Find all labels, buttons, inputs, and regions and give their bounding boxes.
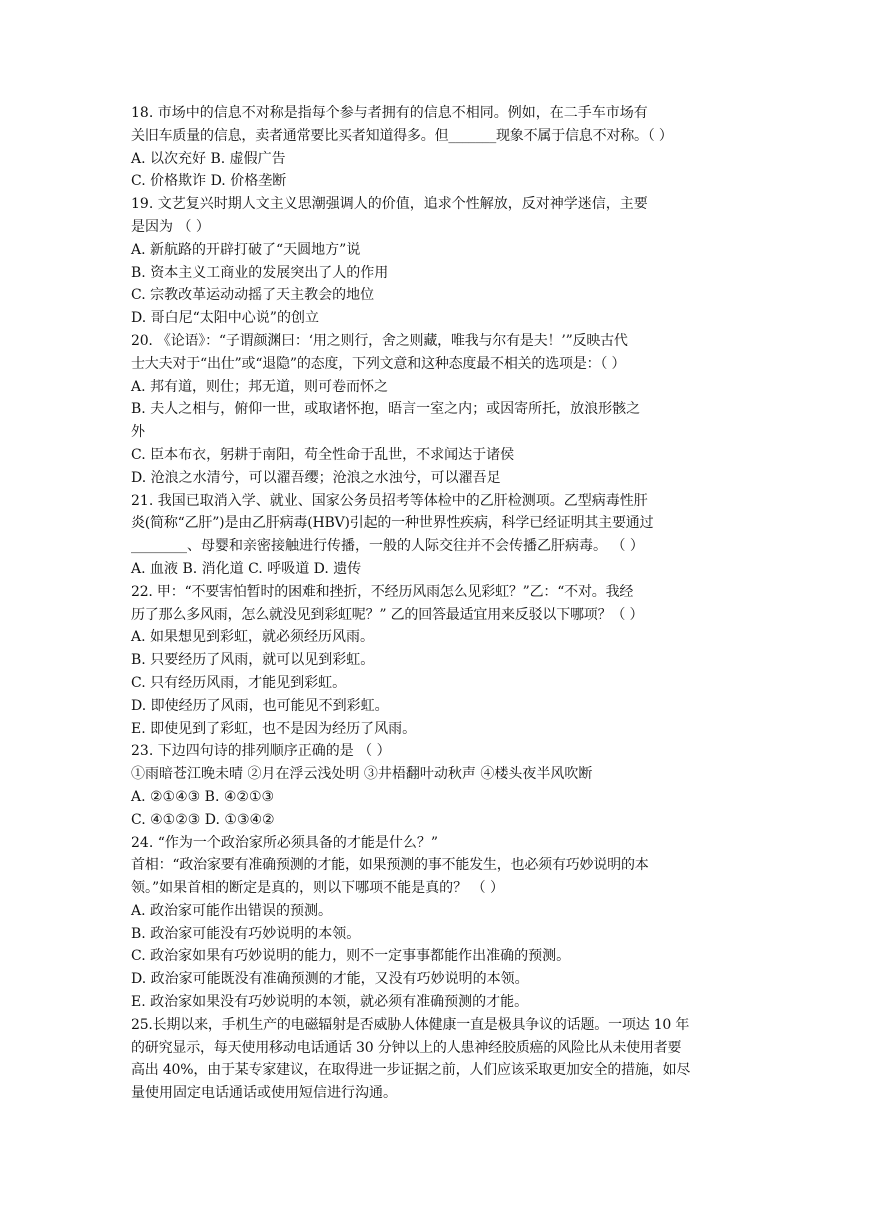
text-line: 量使用固定电话通话或使用短信进行沟通。 bbox=[131, 1085, 397, 1102]
text-line: C. 只有经历风雨，才能见到彩虹。 bbox=[131, 674, 347, 691]
text-line: C. 宗教改革运动动摇了天主教会的地位 bbox=[131, 287, 375, 304]
text-line: A. ②①④③ B. ④②①③ bbox=[131, 788, 275, 805]
text-line: B. 政治家可能没有巧妙说明的本领。 bbox=[131, 925, 361, 942]
text-line: 是因为 （ ） bbox=[131, 218, 210, 235]
text-line: C. 臣本布衣，躬耕于南阳，苟全性命于乱世，不求闻达于诸侯 bbox=[131, 446, 515, 463]
text-line: E. 政治家如果没有巧妙说明的本领，就必须有准确预测的才能。 bbox=[131, 994, 529, 1011]
text-line: 20. 《论语》：“子谓颜渊曰：‘用之则行，舍之则藏，唯我与尔有是夫！’”反映古代 bbox=[131, 332, 628, 349]
text-line: 炎(简称“乙肝”)是由乙肝病毒(HBV)引起的一种世界性疾病，科学已经证明其主要通过 bbox=[131, 515, 654, 532]
text-line: E. 即使见到了彩虹，也不是因为经历了风雨。 bbox=[131, 720, 417, 737]
text-line: C. ④①②③ D. ①③④② bbox=[131, 811, 275, 828]
text-line: B. 资本主义工商业的发展突出了人的作用 bbox=[131, 264, 389, 281]
text-line: 19. 文艺复兴时期人文主义思潮强调人的价值，追求个性解放，反对神学迷信，主要 bbox=[131, 196, 648, 213]
text-line: A. 以次充好 B. 虚假广告 bbox=[131, 150, 286, 167]
text-line: D. 沧浪之水清兮，可以濯吾缨；沧浪之水浊兮，可以濯吾足 bbox=[131, 469, 501, 486]
text-line: C. 政治家如果有巧妙说明的能力，则不一定事事都能作出准确的预测。 bbox=[131, 948, 571, 965]
text-line: 领。”如果首相的断定是真的，则以下哪项不能是真的？ （ ） bbox=[131, 880, 505, 897]
text-line: C. 价格欺诈 D. 价格垄断 bbox=[131, 173, 287, 190]
text-line: 的研究显示，每天使用移动电话通话 30 分钟以上的人患神经胶质癌的风险比从未使用者要 bbox=[131, 1039, 682, 1056]
text-line: D. 即使经历了风雨，也可能见不到彩虹。 bbox=[131, 697, 389, 714]
text-line: B. 只要经历了风雨，就可以见到彩虹。 bbox=[131, 652, 375, 669]
text-line: 高出 40%，由于某专家建议，在取得进一步证据之前，人们应该采取更加安全的措施，如尽 bbox=[131, 1062, 691, 1079]
text-line: A. 如果想见到彩虹，就必须经历风雨。 bbox=[131, 629, 375, 646]
text-line: 24. “作为一个政治家所必须具备的才能是什么？” bbox=[131, 834, 439, 851]
text-line: D. 政治家可能既没有准确预测的才能，又没有巧妙说明的本领。 bbox=[131, 971, 529, 988]
text-line: B. 夫人之相与，俯仰一世，或取诸怀抱，晤言一室之内；或因寄所托，放浪形骸之 bbox=[131, 401, 641, 418]
text-line: A. 邦有道，则仕；邦无道，则可卷而怀之 bbox=[131, 378, 389, 395]
text-line: 23. 下边四句诗的排列顺序正确的是 （ ） bbox=[131, 743, 391, 760]
text-line: 首相：“政治家要有准确预测的才能，如果预测的事不能发生，也必须有巧妙说明的本 bbox=[131, 857, 649, 874]
text-line: 关旧车质量的信息，卖者通常要比买者知道得多。但_______现象不属于信息不对称。（ ） bbox=[131, 127, 673, 144]
text-line: ①雨暗苍江晚未晴 ②月在浮云浅处明 ③井梧翻叶动秋声 ④楼头夜半风吹断 bbox=[131, 766, 593, 783]
text-line: A. 政治家可能作出错误的预测。 bbox=[131, 902, 333, 919]
text-line: ________、母婴和亲密接触进行传播，一般的人际交往并不会传播乙肝病毒。 （ ） bbox=[131, 538, 644, 555]
text-line: D. 哥白尼“太阳中心说”的创立 bbox=[131, 310, 319, 327]
text-line: A. 新航路的开辟打破了“天圆地方”说 bbox=[131, 241, 361, 258]
text-line: A. 血液 B. 消化道 C. 呼吸道 D. 遗传 bbox=[131, 560, 362, 577]
text-line: 历了那么多风雨，怎么就没见到彩虹呢？” 乙的回答最适宜用来反驳以下哪项？（ ） bbox=[131, 606, 644, 623]
document-body bbox=[131, 102, 741, 1105]
text-line: 外 bbox=[131, 424, 145, 441]
text-line: 22. 甲：“不要害怕暂时的困难和挫折，不经历风雨怎么见彩虹？”乙：“不对。我经 bbox=[131, 583, 634, 600]
text-line: 25.长期以来，手机生产的电磁辐射是否威胁人体健康一直是极具争议的话题。一项达 10 年 bbox=[131, 1016, 690, 1033]
text-line: 21. 我国已取消入学、就业、国家公务员招考等体检中的乙肝检测项。乙型病毒性肝 bbox=[131, 492, 648, 509]
text-line: 18. 市场中的信息不对称是指每个参与者拥有的信息不相同。例如，在二手车市场有 bbox=[131, 105, 648, 121]
text-line: 士大夫对于“出仕”或“退隐”的态度，下列文意和这种态度最不相关的选项是：（ ） bbox=[131, 355, 626, 372]
